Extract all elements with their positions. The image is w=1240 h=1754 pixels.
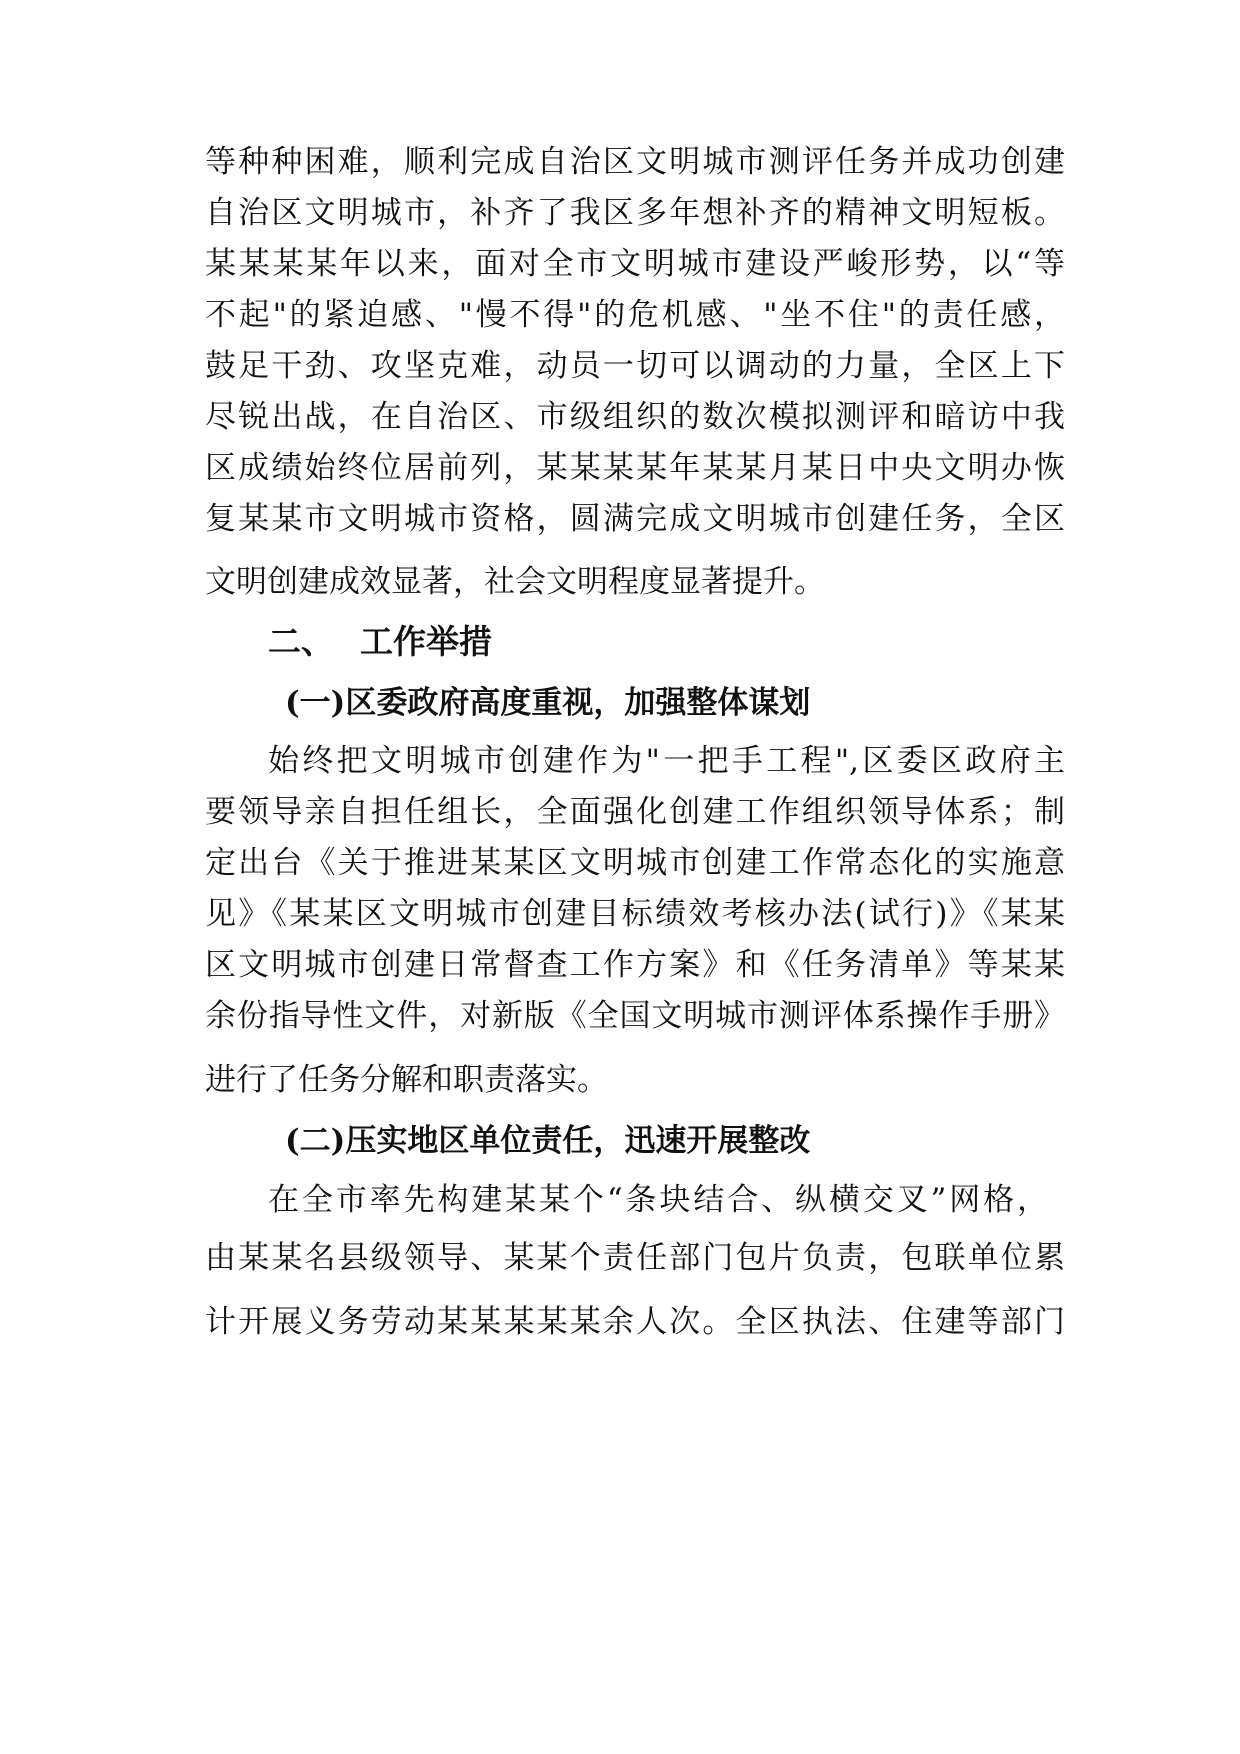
- paragraph-line: 区成绩始终位居前列，某某某某年某某月某日中央文明办恢: [205, 450, 1065, 486]
- section-number: 二、: [268, 622, 334, 661]
- paragraph-line: 余份指导性文件，对新版《全国文明城市测评体系操作手册》: [205, 998, 1065, 1034]
- paragraph-line: 复某某市文明城市资格，圆满完成文明城市创建任务，全区: [205, 501, 1065, 537]
- paragraph-line: 定出台《关于推进某某区文明城市创建工作常态化的实施意: [205, 845, 1065, 881]
- paragraph-line: 进行了任务分解和职责落实。: [205, 1062, 608, 1098]
- paragraph-line: 要领导亲自担任组长，全面强化创建工作组织领导体系；制: [205, 794, 1065, 830]
- section-heading: [268, 622, 492, 662]
- paragraph-line: 不起"的紧迫感、"慢不得"的危机感、"坐不住"的责任感，: [205, 297, 1065, 333]
- paragraph-line: 由某某名县级领导、某某个责任部门包片负责，包联单位累: [205, 1240, 1065, 1276]
- subsection-heading-1: (一)区委政府高度重视，加强整体谋划: [285, 685, 811, 721]
- section-title: 工作举措: [360, 622, 492, 661]
- paragraph-line: 某某某某年以来，面对全市文明城市建设严峻形势，以“等: [205, 246, 1065, 282]
- paragraph-line: 在全市率先构建某某个“条块结合、纵横交叉”网格，: [268, 1182, 1048, 1218]
- paragraph-line: 鼓足干劲、攻坚克难，动员一切可以调动的力量，全区上下: [205, 348, 1065, 384]
- paragraph-line: 自治区文明城市，补齐了我区多年想补齐的精神文明短板。: [205, 195, 1065, 231]
- paragraph-line: 始终把文明城市创建作为"一把手工程",区委区政府主: [268, 743, 1065, 779]
- paragraph-line: 等种种困难，顺利完成自治区文明城市测评任务并成功创建: [205, 144, 1065, 180]
- paragraph-line: 计开展义务劳动某某某某某余人次。全区执法、住建等部门: [205, 1304, 1065, 1340]
- paragraph-line: 见》《某某区文明城市创建目标绩效考核办法(试行)》《某某: [205, 896, 1065, 932]
- subsection-heading-2: (二)压实地区单位责任，迅速开展整改: [285, 1123, 811, 1159]
- paragraph-line: 文明创建成效显著，社会文明程度显著提升。: [205, 564, 825, 600]
- paragraph-line: 尽锐出战，在自治区、市级组织的数次模拟测评和暗访中我: [205, 399, 1065, 435]
- paragraph-line: 区文明城市创建日常督查工作方案》和《任务清单》等某某: [205, 947, 1065, 983]
